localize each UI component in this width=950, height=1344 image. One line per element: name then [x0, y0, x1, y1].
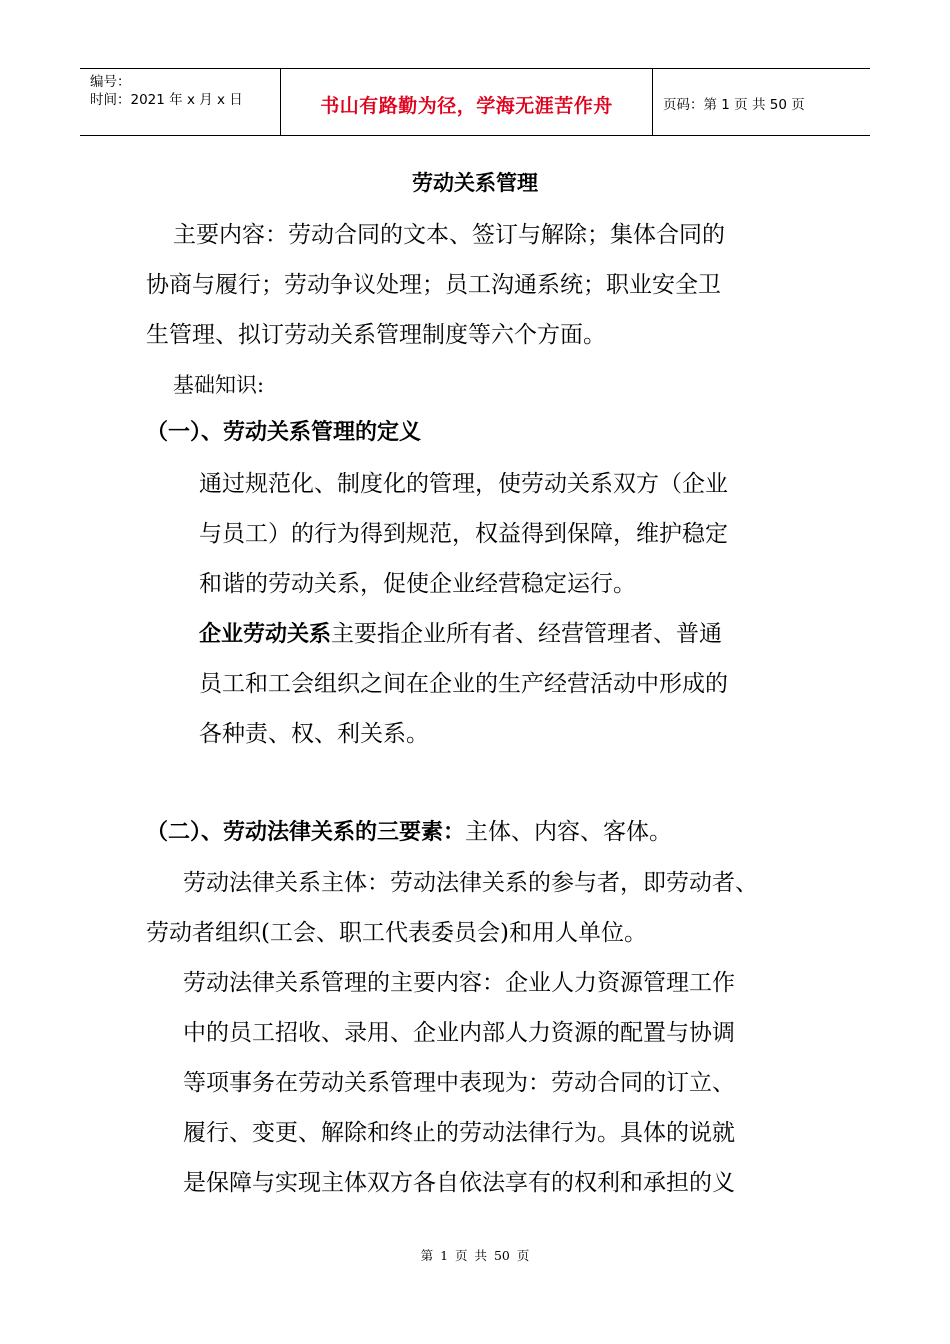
enterprise-line-3: 各种责、权、利关系。 [199, 721, 429, 747]
intro-line-1: 主要内容：劳动合同的文本、签订与解除；集体合同的 [173, 222, 725, 248]
enterprise-line-1-rest: 主要指企业所有者、经营管理者、普通 [331, 621, 723, 647]
management-line-2: 中的员工招收、录用、企业内部人力资源的配置与协调 [183, 1020, 735, 1046]
document-number-label: 编号： [90, 74, 131, 90]
subject-line-2: 劳动者组织(工会、职工代表委员会)和用人单位。 [146, 920, 647, 946]
header-meta [80, 69, 280, 135]
management-line-4: 履行、变更、解除和终止的劳动法律行为。具体的说就 [183, 1120, 735, 1146]
enterprise-term: 企业劳动关系 [199, 622, 332, 647]
section-2-heading: （二）、劳动法律关系的三要素： [146, 820, 466, 845]
section-1-line-2: 与员工）的行为得到规范，权益得到保障，维护稳定 [199, 521, 728, 547]
page-footer: 第 1 页 共 50 页 [420, 1248, 530, 1263]
intro-line-3: 生管理、拟订劳动关系管理制度等六个方面。 [146, 322, 606, 348]
section-1-heading: （一）、劳动关系管理的定义 [146, 420, 422, 445]
management-line-5: 是保障与实现主体双方各自依法享有的权利和承担的义 [183, 1170, 735, 1196]
section-1-line-3: 和谐的劳动关系，促使企业经营稳定运行。 [199, 571, 636, 597]
header-motto: 书山有路勤为径，学海无涯苦作舟 [280, 69, 653, 135]
section-2-heading-line [146, 817, 672, 848]
management-line-3: 等项事务在劳动关系管理中表现为：劳动合同的订立、 [183, 1070, 735, 1096]
enterprise-line-2: 员工和工会组织之间在企业的生产经营活动中形成的 [199, 671, 728, 697]
document-date: 时间：2021 年 x 月 x 日 [90, 92, 243, 108]
enterprise-line-1 [199, 619, 722, 650]
section-2-elements: 主体、内容、客体。 [465, 819, 673, 845]
intro-line-2: 协商与履行；劳动争议处理；员工沟通系统；职业安全卫 [146, 272, 721, 298]
basics-heading: 基础知识: [173, 373, 265, 397]
document-title: 劳动关系管理 [412, 171, 538, 195]
page-header [80, 68, 870, 136]
header-page-info: 页码：第 1 页 共 50 页 [663, 97, 805, 113]
subject-line-1: 劳动法律关系主体：劳动法律关系的参与者，即劳动者、 [183, 870, 758, 896]
management-line-1: 劳动法律关系管理的主要内容：企业人力资源管理工作 [183, 970, 735, 996]
section-1-line-1: 通过规范化、制度化的管理，使劳动关系双方（企业 [199, 471, 728, 497]
